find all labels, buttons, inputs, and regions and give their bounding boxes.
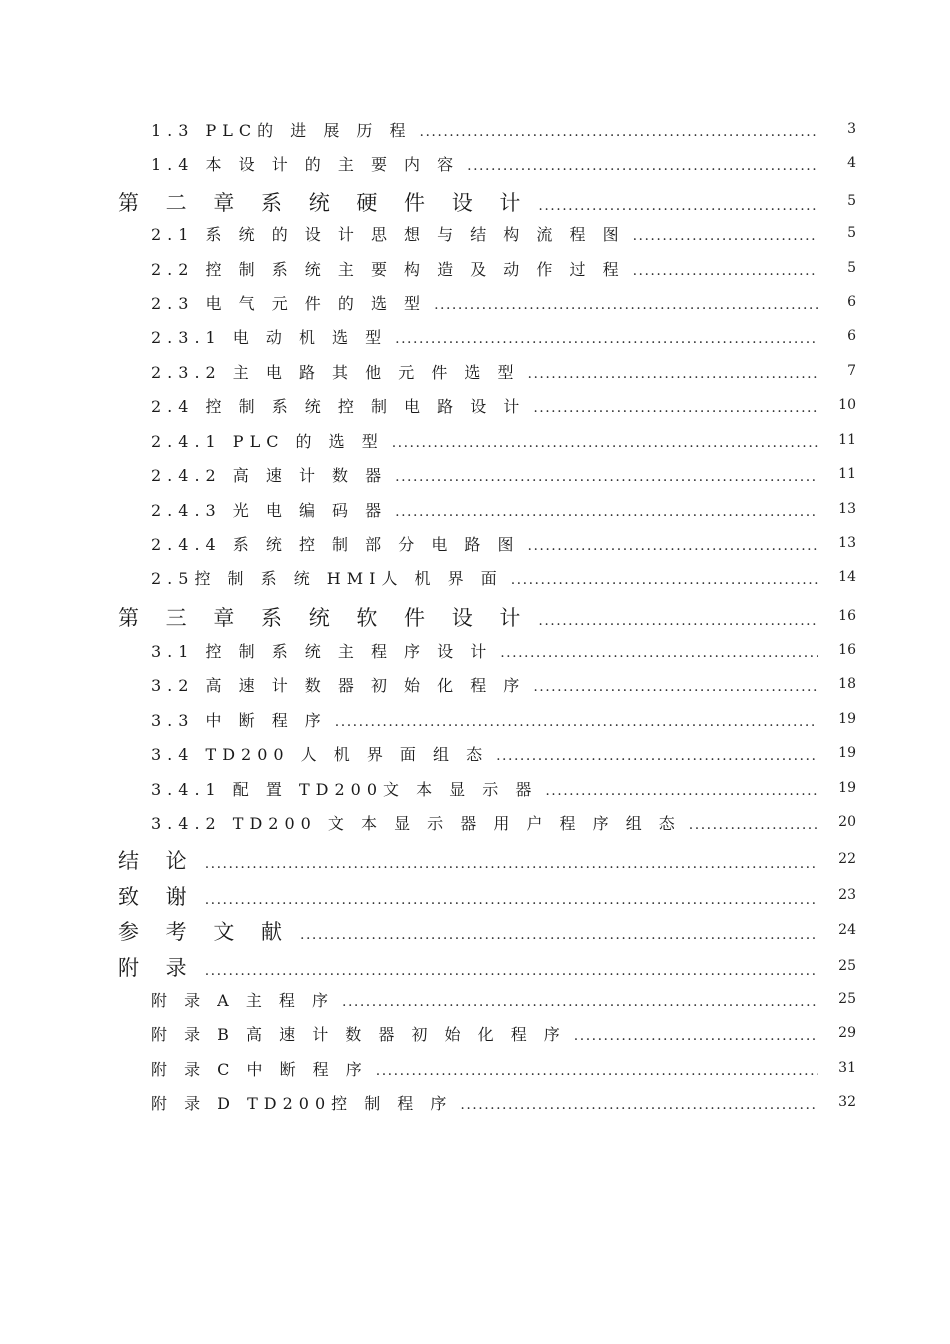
toc-entry-page-number: 24 xyxy=(838,922,856,938)
toc-entry[interactable] xyxy=(118,187,818,223)
dot-leader xyxy=(533,400,818,416)
toc-entry[interactable] xyxy=(151,1022,818,1056)
toc-entry-page-number: 19 xyxy=(838,780,856,796)
toc-entry[interactable] xyxy=(118,845,818,881)
toc-entry[interactable] xyxy=(151,673,818,707)
toc-entry-title: 结 论 xyxy=(118,849,197,873)
toc-entry-page-number: 32 xyxy=(838,1094,856,1110)
toc-entry-page-number: 10 xyxy=(838,397,856,413)
dot-leader xyxy=(342,994,818,1010)
toc-entry-title: 2.3.1 电 动 机 选 型 xyxy=(151,328,388,347)
toc-entry-page-number: 13 xyxy=(838,501,856,517)
toc-entry-page-number: 5 xyxy=(847,193,856,209)
toc-entry-title: 2.4.4 系 统 控 制 部 分 电 路 图 xyxy=(151,535,520,554)
toc-entry-title: 1.4 本 设 计 的 主 要 内 容 xyxy=(151,155,460,174)
toc-entry-title: 3.4.1 配 置 TD200文 本 显 示 器 xyxy=(151,780,538,799)
toc-entry-page-number: 4 xyxy=(847,155,856,171)
toc-entry-page-number: 19 xyxy=(838,745,856,761)
toc-entry[interactable] xyxy=(151,639,818,673)
toc-entry-title: 致 谢 xyxy=(118,885,197,909)
toc-entry-page-number: 29 xyxy=(838,1025,856,1041)
toc-entry-title: 2.1 系 统 的 设 计 思 想 与 结 构 流 程 图 xyxy=(151,225,625,244)
toc-entry-page-number: 3 xyxy=(847,121,856,137)
toc-entry-title: 附 录 xyxy=(118,956,197,980)
toc-entry-title: 1.3 PLC的 进 展 历 程 xyxy=(151,121,412,140)
toc-entry-title: 2.2 控 制 系 统 主 要 构 造 及 动 作 过 程 xyxy=(151,260,625,279)
toc-entry-title: 参 考 文 献 xyxy=(118,920,293,944)
dot-leader xyxy=(496,748,818,764)
toc-entry[interactable] xyxy=(118,952,818,988)
toc-entry-page-number: 18 xyxy=(838,676,856,692)
toc-entry[interactable] xyxy=(151,463,818,497)
toc-entry-title: 2.4.3 光 电 编 码 器 xyxy=(151,501,388,520)
toc-entry-page-number: 13 xyxy=(838,535,856,551)
toc-entry-page-number: 11 xyxy=(838,432,856,448)
toc-entry-page-number: 16 xyxy=(838,608,856,624)
toc-entry-title: 附 录 D TD200控 制 程 序 xyxy=(151,1094,453,1113)
toc-entry-page-number: 19 xyxy=(838,711,856,727)
toc-entry[interactable] xyxy=(151,118,818,152)
toc-entry-page-number: 5 xyxy=(847,260,856,276)
dot-leader xyxy=(395,469,818,485)
toc-entry-page-number: 20 xyxy=(838,814,856,830)
dot-leader xyxy=(205,892,818,908)
dot-leader xyxy=(533,679,818,695)
toc-entry[interactable] xyxy=(151,811,818,845)
toc-entry-title: 附 录 C 中 断 程 序 xyxy=(151,1060,368,1079)
toc-entry-title: 3.1 控 制 系 统 主 程 序 设 计 xyxy=(151,642,493,661)
toc-entry-title: 2.4.1 PLC 的 选 型 xyxy=(151,432,384,451)
toc-entry-title: 3.3 中 断 程 序 xyxy=(151,711,327,730)
dot-leader xyxy=(467,158,818,174)
toc-entry-page-number: 25 xyxy=(838,991,856,1007)
dot-leader xyxy=(500,645,818,661)
toc-entry-page-number: 23 xyxy=(838,887,856,903)
dot-leader xyxy=(335,714,818,730)
toc-entry-title: 2.5控 制 系 统 HMI人 机 界 面 xyxy=(151,569,503,588)
toc-entry-page-number: 16 xyxy=(838,642,856,658)
toc-entry-title: 3.4 TD200 人 机 界 面 组 态 xyxy=(151,745,489,764)
toc-entry[interactable] xyxy=(118,916,818,952)
dot-leader xyxy=(689,817,818,833)
toc-entry[interactable] xyxy=(151,708,818,742)
toc-entry[interactable] xyxy=(151,742,818,776)
dot-leader xyxy=(511,572,818,588)
toc-entry[interactable] xyxy=(151,1091,818,1125)
toc-entry-page-number: 6 xyxy=(847,328,856,344)
toc-entry[interactable] xyxy=(151,498,818,532)
dot-leader xyxy=(460,1097,818,1113)
dot-leader xyxy=(633,228,818,244)
dot-leader xyxy=(376,1063,818,1079)
toc-entry-page-number: 25 xyxy=(838,958,856,974)
toc-entry[interactable] xyxy=(118,881,818,917)
dot-leader xyxy=(528,366,819,382)
dot-leader xyxy=(300,927,818,943)
toc-entry-title: 2.4.2 高 速 计 数 器 xyxy=(151,466,388,485)
dot-leader xyxy=(395,504,818,520)
toc-entry-page-number: 22 xyxy=(838,851,856,867)
toc-entry-title: 附 录 A 主 程 序 xyxy=(151,991,334,1010)
toc-entry[interactable] xyxy=(151,532,818,566)
toc-entry[interactable] xyxy=(151,566,818,600)
dot-leader xyxy=(538,613,818,629)
toc-entry[interactable] xyxy=(151,257,818,291)
toc-entry[interactable] xyxy=(151,1057,818,1091)
toc-entry-title: 3.4.2 TD200 文 本 显 示 器 用 户 程 序 组 态 xyxy=(151,814,681,833)
dot-leader xyxy=(420,124,818,140)
toc-entry-page-number: 31 xyxy=(838,1060,856,1076)
toc-entry-page-number: 6 xyxy=(847,294,856,310)
toc-entry-title: 2.4 控 制 系 统 控 制 电 路 设 计 xyxy=(151,397,526,416)
toc-entry[interactable] xyxy=(151,360,818,394)
toc-entry-page-number: 14 xyxy=(838,569,856,585)
dot-leader xyxy=(205,856,818,872)
toc-entry-title: 3.2 高 速 计 数 器 初 始 化 程 序 xyxy=(151,676,526,695)
toc-entry-title: 2.3.2 主 电 路 其 他 元 件 选 型 xyxy=(151,363,520,382)
toc-entry-title: 附 录 B 高 速 计 数 器 初 始 化 程 序 xyxy=(151,1025,566,1044)
toc-entry[interactable] xyxy=(151,291,818,325)
toc-entry-title: 第 三 章 系 统 软 件 设 计 xyxy=(118,606,531,630)
toc-entry[interactable] xyxy=(151,429,818,463)
toc-entry[interactable] xyxy=(151,394,818,428)
toc-entry[interactable] xyxy=(151,152,818,186)
toc-entry-page-number: 11 xyxy=(838,466,856,482)
dot-leader xyxy=(633,263,818,279)
dot-leader xyxy=(528,538,819,554)
toc-entry-page-number: 7 xyxy=(847,363,856,379)
dot-leader xyxy=(395,331,818,347)
toc-entry-title: 2.3 电 气 元 件 的 选 型 xyxy=(151,294,427,313)
dot-leader xyxy=(545,783,818,799)
toc-entry[interactable] xyxy=(151,325,818,359)
dot-leader xyxy=(538,198,818,214)
dot-leader xyxy=(392,435,818,451)
dot-leader xyxy=(574,1028,818,1044)
toc-entry-page-number: 5 xyxy=(847,225,856,241)
toc-entry[interactable] xyxy=(151,777,818,811)
toc-entry[interactable] xyxy=(151,988,818,1022)
toc-entry-title: 第 二 章 系 统 硬 件 设 计 xyxy=(118,191,531,215)
dot-leader xyxy=(205,963,818,979)
dot-leader xyxy=(434,297,818,313)
toc-entry[interactable] xyxy=(118,602,818,638)
toc-entry[interactable] xyxy=(151,222,818,256)
